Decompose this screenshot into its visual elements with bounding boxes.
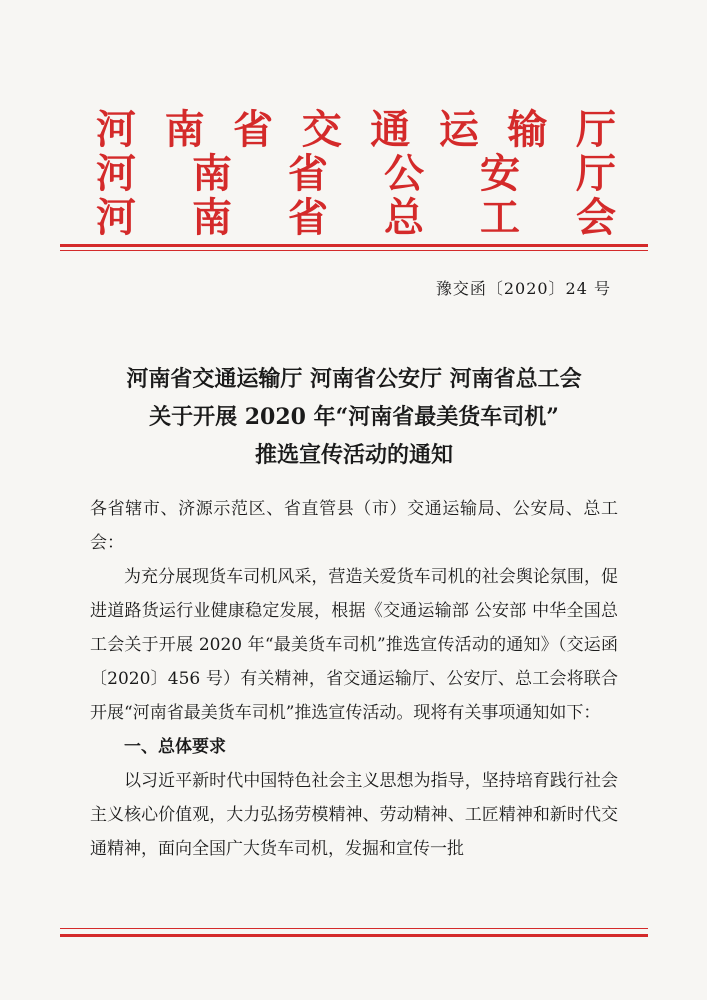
issuer-char: 交 [301,106,342,153]
title-line: 河南省交通运输厅 河南省公安厅 河南省总工会 [126,366,582,392]
intro-paragraph: 为充分展现货车司机风采，营造关爱货车司机的社会舆论氛围，促进道路货运行业健康稳定发展，根据《交通运输部 公安部 中华全国总工会关于开展 2020 年“最美货车司机”推选宣传活动的通知》（交运函〔2020〕456 号）有关精神，省交通运输厅、公安厅、总工会将联合开展“河南省最美货车司机”推选宣传活动。现将有关事项通知如下： [90,567,618,723]
issuer-char: 河 [96,194,136,241]
issuing-authorities [96,108,616,240]
document-title [60,360,648,474]
issuer-char: 公 [384,150,424,197]
issuer-char: 安 [480,150,520,197]
document-number: 豫交函〔2020〕24 号 [435,279,611,298]
footer-divider [60,934,648,937]
issuer-trade-union [96,196,616,240]
issuer-char: 河 [96,150,136,197]
issuer-char: 南 [192,194,232,241]
issuer-char: 河 [96,106,136,153]
issuer-transport-department [96,108,616,152]
addressee: 各省辖市、济源示范区、省直管县（市）交通运输局、公安局、总工会： [90,499,618,553]
document-body [90,492,618,866]
section-paragraph: 以习近平新时代中国特色社会主义思想为指导，坚持培育践行社会主义核心价值观，大力弘扬劳模精神、劳动精神、工匠精神和新时代交通精神，面向全国广大货车司机，发掘和宣传一批 [90,771,618,859]
issuer-char: 通 [370,106,411,153]
section-heading: 一、总体要求 [124,737,226,757]
issuer-char: 省 [288,194,328,241]
issuer-char: 会 [576,194,616,241]
issuer-public-security-department [96,152,616,196]
header-divider-thin [60,250,648,251]
issuer-char: 省 [233,106,274,153]
title-line: 推选宣传活动的通知 [254,442,453,468]
issuer-char: 厅 [575,106,616,153]
issuer-char: 省 [288,150,328,197]
issuer-char: 运 [438,106,479,153]
title-line: 关于开展 2020 年“河南省最美货车司机” [149,404,559,430]
issuer-char: 南 [192,150,232,197]
footer-divider-thin [60,928,648,929]
issuer-char: 总 [384,194,424,241]
header-divider [60,244,648,247]
issuer-char: 厅 [576,150,616,197]
issuer-char: 南 [164,106,205,153]
issuer-char: 工 [480,194,520,241]
issuer-char: 输 [507,106,548,153]
